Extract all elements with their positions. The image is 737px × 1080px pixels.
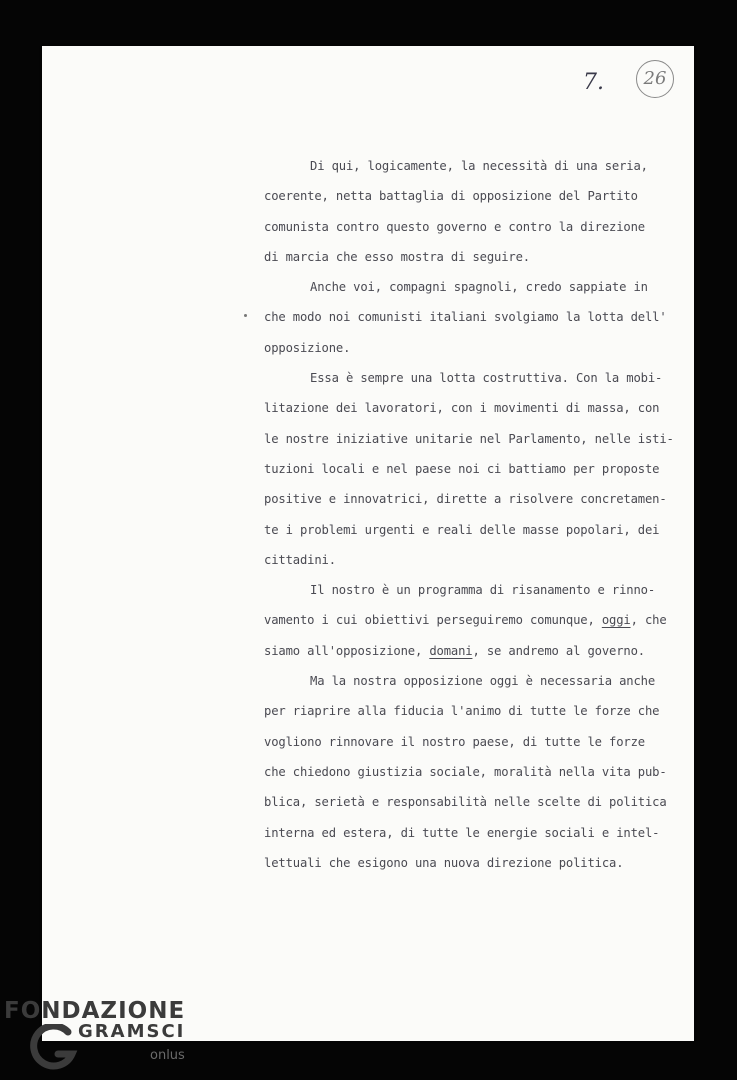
text-line <box>264 605 667 635</box>
text-segment: che modo noi comunisti italiani svolgiamo la lotta dell' <box>264 310 667 325</box>
text-line <box>264 333 644 363</box>
text-line <box>264 242 644 272</box>
text-line <box>264 666 655 696</box>
text-segment: comunista contro questo governo e contro la direzione <box>264 219 645 234</box>
text-segment: per riaprire alla fiducia l'animo di tutte le forze che <box>264 704 660 719</box>
text-segment: interna ed estera, di tutte le energie sociali e intel- <box>264 825 660 840</box>
text-line <box>264 151 648 181</box>
text-segment: te i problemi urgenti e reali delle masse popolari, dei <box>264 522 660 537</box>
watermark-line2: GRAMSCI <box>78 1021 186 1042</box>
page-number: 7. <box>583 70 604 95</box>
ink-dot <box>244 314 247 317</box>
text-segment: di marcia che esso mostra di seguire. <box>264 249 530 264</box>
text-line <box>264 848 644 878</box>
watermark-line1: FONDAZIONE <box>4 998 186 1024</box>
text-segment: Anche voi, compagni spagnoli, credo sappiate in <box>310 280 648 295</box>
text-line <box>264 363 663 393</box>
text-segment: , se andremo al governo. <box>472 643 645 658</box>
text-segment: Ma la nostra opposizione oggi è necessaria anche <box>310 674 655 689</box>
paragraph <box>264 363 674 575</box>
underlined-word: domani <box>429 643 473 658</box>
text-segment: vogliono rinnovare il nostro paese, di tutte le forze <box>264 734 645 749</box>
text-line <box>264 515 660 545</box>
text-segment: , che <box>630 613 667 628</box>
text-segment: siamo all'opposizione, <box>264 643 430 658</box>
text-line <box>264 818 660 848</box>
text-segment: vamento i cui obiettivi perseguiremo comunque, <box>264 613 602 628</box>
document-page <box>42 46 694 1041</box>
paragraph <box>264 666 667 878</box>
text-segment: Di qui, logicamente, la necessità di una seria, <box>310 159 648 173</box>
text-line <box>264 393 660 423</box>
text-segment: cittadini. <box>264 552 336 567</box>
text-segment: Essa è sempre una lotta costruttiva. Con la mobi- <box>310 371 663 386</box>
text-segment: litazione dei lavoratori, con i movimenti di massa, con <box>264 401 660 416</box>
text-line <box>264 454 660 484</box>
archive-number-stamp: 26 <box>636 60 674 98</box>
paragraph <box>264 575 667 666</box>
text-segment: Il nostro è un programma di risanamento e rinno- <box>310 583 655 598</box>
text-line <box>264 212 644 242</box>
text-line <box>264 575 655 605</box>
text-line <box>264 757 667 787</box>
underlined-word: oggi <box>601 613 631 628</box>
text-segment: lettuali che esigono una nuova direzione politica. <box>264 855 624 870</box>
text-line <box>264 727 644 757</box>
paragraph <box>264 272 667 363</box>
text-segment: opposizione. <box>264 340 351 355</box>
text-line <box>264 787 667 817</box>
gramsci-logo-icon <box>28 1024 80 1070</box>
text-line <box>264 484 667 514</box>
text-line <box>264 272 648 302</box>
text-line <box>264 636 644 666</box>
text-segment: tuzioni locali e nel paese noi ci battiamo per proposte <box>264 461 660 476</box>
text-segment: coerente, netta battaglia di opposizione del Partito <box>264 189 638 204</box>
typed-text-body <box>264 151 674 878</box>
text-line <box>264 424 674 454</box>
paragraph <box>264 151 648 272</box>
text-line <box>264 302 667 332</box>
text-line <box>264 181 644 211</box>
text-segment: positive e innovatrici, dirette a risolvere concretamen- <box>264 492 667 507</box>
watermark-suffix: onlus <box>150 1048 185 1063</box>
text-segment: che chiedono giustizia sociale, moralità nella vita pub- <box>264 764 667 779</box>
text-segment: blica, serietà e responsabilità nelle scelte di politica <box>264 795 667 810</box>
text-line <box>264 696 660 726</box>
text-line <box>264 545 644 575</box>
fondazione-gramsci-watermark <box>4 998 184 1078</box>
text-segment: le nostre iniziative unitarie nel Parlamento, nelle isti- <box>264 431 674 446</box>
